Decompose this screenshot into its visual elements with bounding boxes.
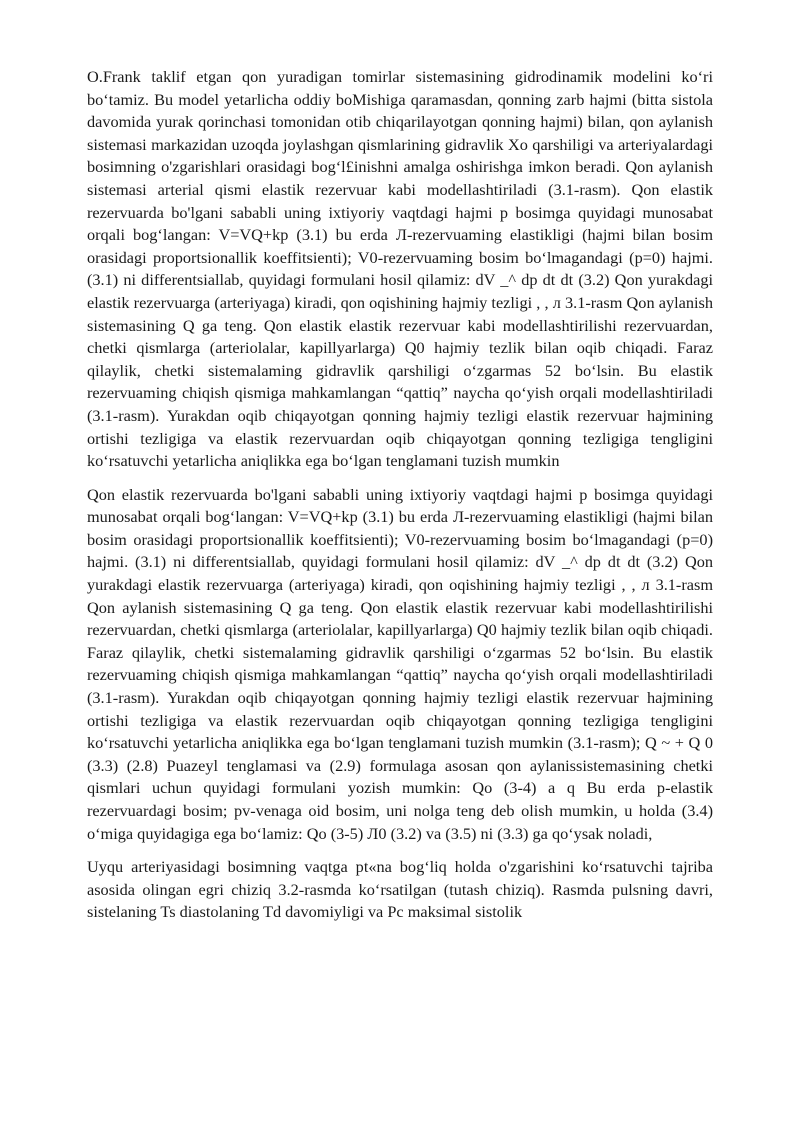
paragraph-frank-model: O.Frank taklif etgan qon yuradigan tomirlar sistemasining gidrodinamik modelini koʻri boʻtamiz. Bu model yetarlicha oddiy boMishiga qaramasdan, qonning zarb hajmi (bitta sistola davomida yurak qorinchasi tomonidan otib chiqarilayotgan qonning hajmi) bilan, qon aylanish sistemasi markazidan uzoqda joylashgan qismlarining gidravlik Xo qarshiligi va arteriyalardagi bosimning o'zgarishlari orasidagi bogʻl£inishni amalga oshirishga imkon beradi. Qon aylanish sistemasi arterial qismi elastik rezervuar kabi modellashtiriladi (3.1-rasm). Qon elastik rezervuarda bo'lgani sababli uning ixtiyoriy vaqtdagi hajmi p bosimga quyidagi munosabat orqali bogʻlangan: V=VQ+kp (3.1) bu erda Л-rezervuaming elastikligi (hajmi bilan bosim orasidagi proportsionallik koeffitsienti); V0-rezervuaming bosim boʻlmagandagi (p=0) hajmi. (3.1) ni differentsiallab, quyidagi formulani hosil qilamiz: dV _^ dp dt dt (3.2) Qon yurakdagi elastik rezervuarga (arteriyaga) kiradi, qon oqishining hajmiy tezligi , , л 3.1-rasm Qon aylanish sistemasining Q ga teng. Qon elastik elastik rezervuar kabi modellashtirilishi rezervuardan, chetki qismlarga (arteriolalar, kapillyarlarga) Q0 hajmiy tezlik bilan oqib chiqadi. Faraz qilaylik, chetki sistemalaming gidravlik qarshiligi oʻzgarmas 52 boʻlsin. Bu elastik rezervuaming chiqish qismiga mahkamlangan “qattiq” naycha qoʻyish orqali modellashtiriladi (3.1-rasm). Yurakdan oqib chiqayotgan qonning hajmiy tezligi elastik rezervuar hajmining ortishi tezligiga va elastik rezervuardan oqib chiqayotgan qonning tezligiga tengligini koʻrsatuvchi yetarlicha aniqlikka ega boʻlgan tenglamani tuzish mumkin xyxy=(87,67,713,471)
paragraph-elastic-reservoir: Qon elastik rezervuarda bo'lgani sababli uning ixtiyoriy vaqtdagi hajmi p bosimga quyidagi munosabat orqali bogʻlangan: V=VQ+kp (3.1) bu erda Л-rezervuaming elastikligi (hajmi bilan bosim orasidagi proportsionallik koeffitsienti); V0-rezervuaming bosim boʻlmagandagi (p=0) hajmi. (3.1) ni differentsiallab, quyidagi formulani hosil qilamiz: dV _^ dp dt dt (3.2) Qon yurakdagi elastik rezervuarga (arteriyaga) kiradi, qon oqishining hajmiy tezligi , , л 3.1-rasm Qon aylanish sistemasining Q ga teng. Qon elastik elastik rezervuar kabi modellashtirilishi rezervuardan, chetki qismlarga (arteriolalar, kapillyarlarga) Q0 hajmiy tezlik bilan oqib chiqadi. Faraz qilaylik, chetki sistemalaming gidravlik qarshiligi oʻzgarmas 52 boʻlsin. Bu elastik rezervuaming chiqish qismiga mahkamlangan “qattiq” naycha qoʻyish orqali modellashtiriladi (3.1-rasm). Yurakdan oqib chiqayotgan qonning hajmiy tezligi elastik rezervuar hajmining ortishi tezligiga va elastik rezervuardan oqib chiqayotgan qonning tezligiga tengligini koʻrsatuvchi yetarlicha aniqlikka ega boʻlgan tenglamani tuzish mumkin (3.1-rasm); Q ~ + Q 0 (3.3) (2.8) Puazeyl tenglamasi va (2.9) formulaga asosan qon aylanissistemasining chetki qismlari uchun quyidagi formulani yozish mumkin: Qo (3-4) a q Bu erda p-elastik rezervuardagi bosim; pv-venaga oid bosim, uni nolga teng deb olish mumkin, u holda (3.4) oʻmiga quyidagiga ega boʻlamiz: Qo (3-5) Л0 (3.2) va (3.5) ni (3.3) ga qoʻysak noladi, xyxy=(87,484,713,843)
paragraph-carotid-pressure: Uyqu arteriyasidagi bosimning vaqtga pt«na bogʻliq holda o'zgarishini koʻrsatuvchi tajriba asosida olingan egri chiziq 3.2-rasmda koʻrsatilgan (tutash chiziq). Rasmda pulsning davri, sistelaning Ts diastolaning Td davomiyligi va Pc maksimal sistolik xyxy=(87,857,713,922)
